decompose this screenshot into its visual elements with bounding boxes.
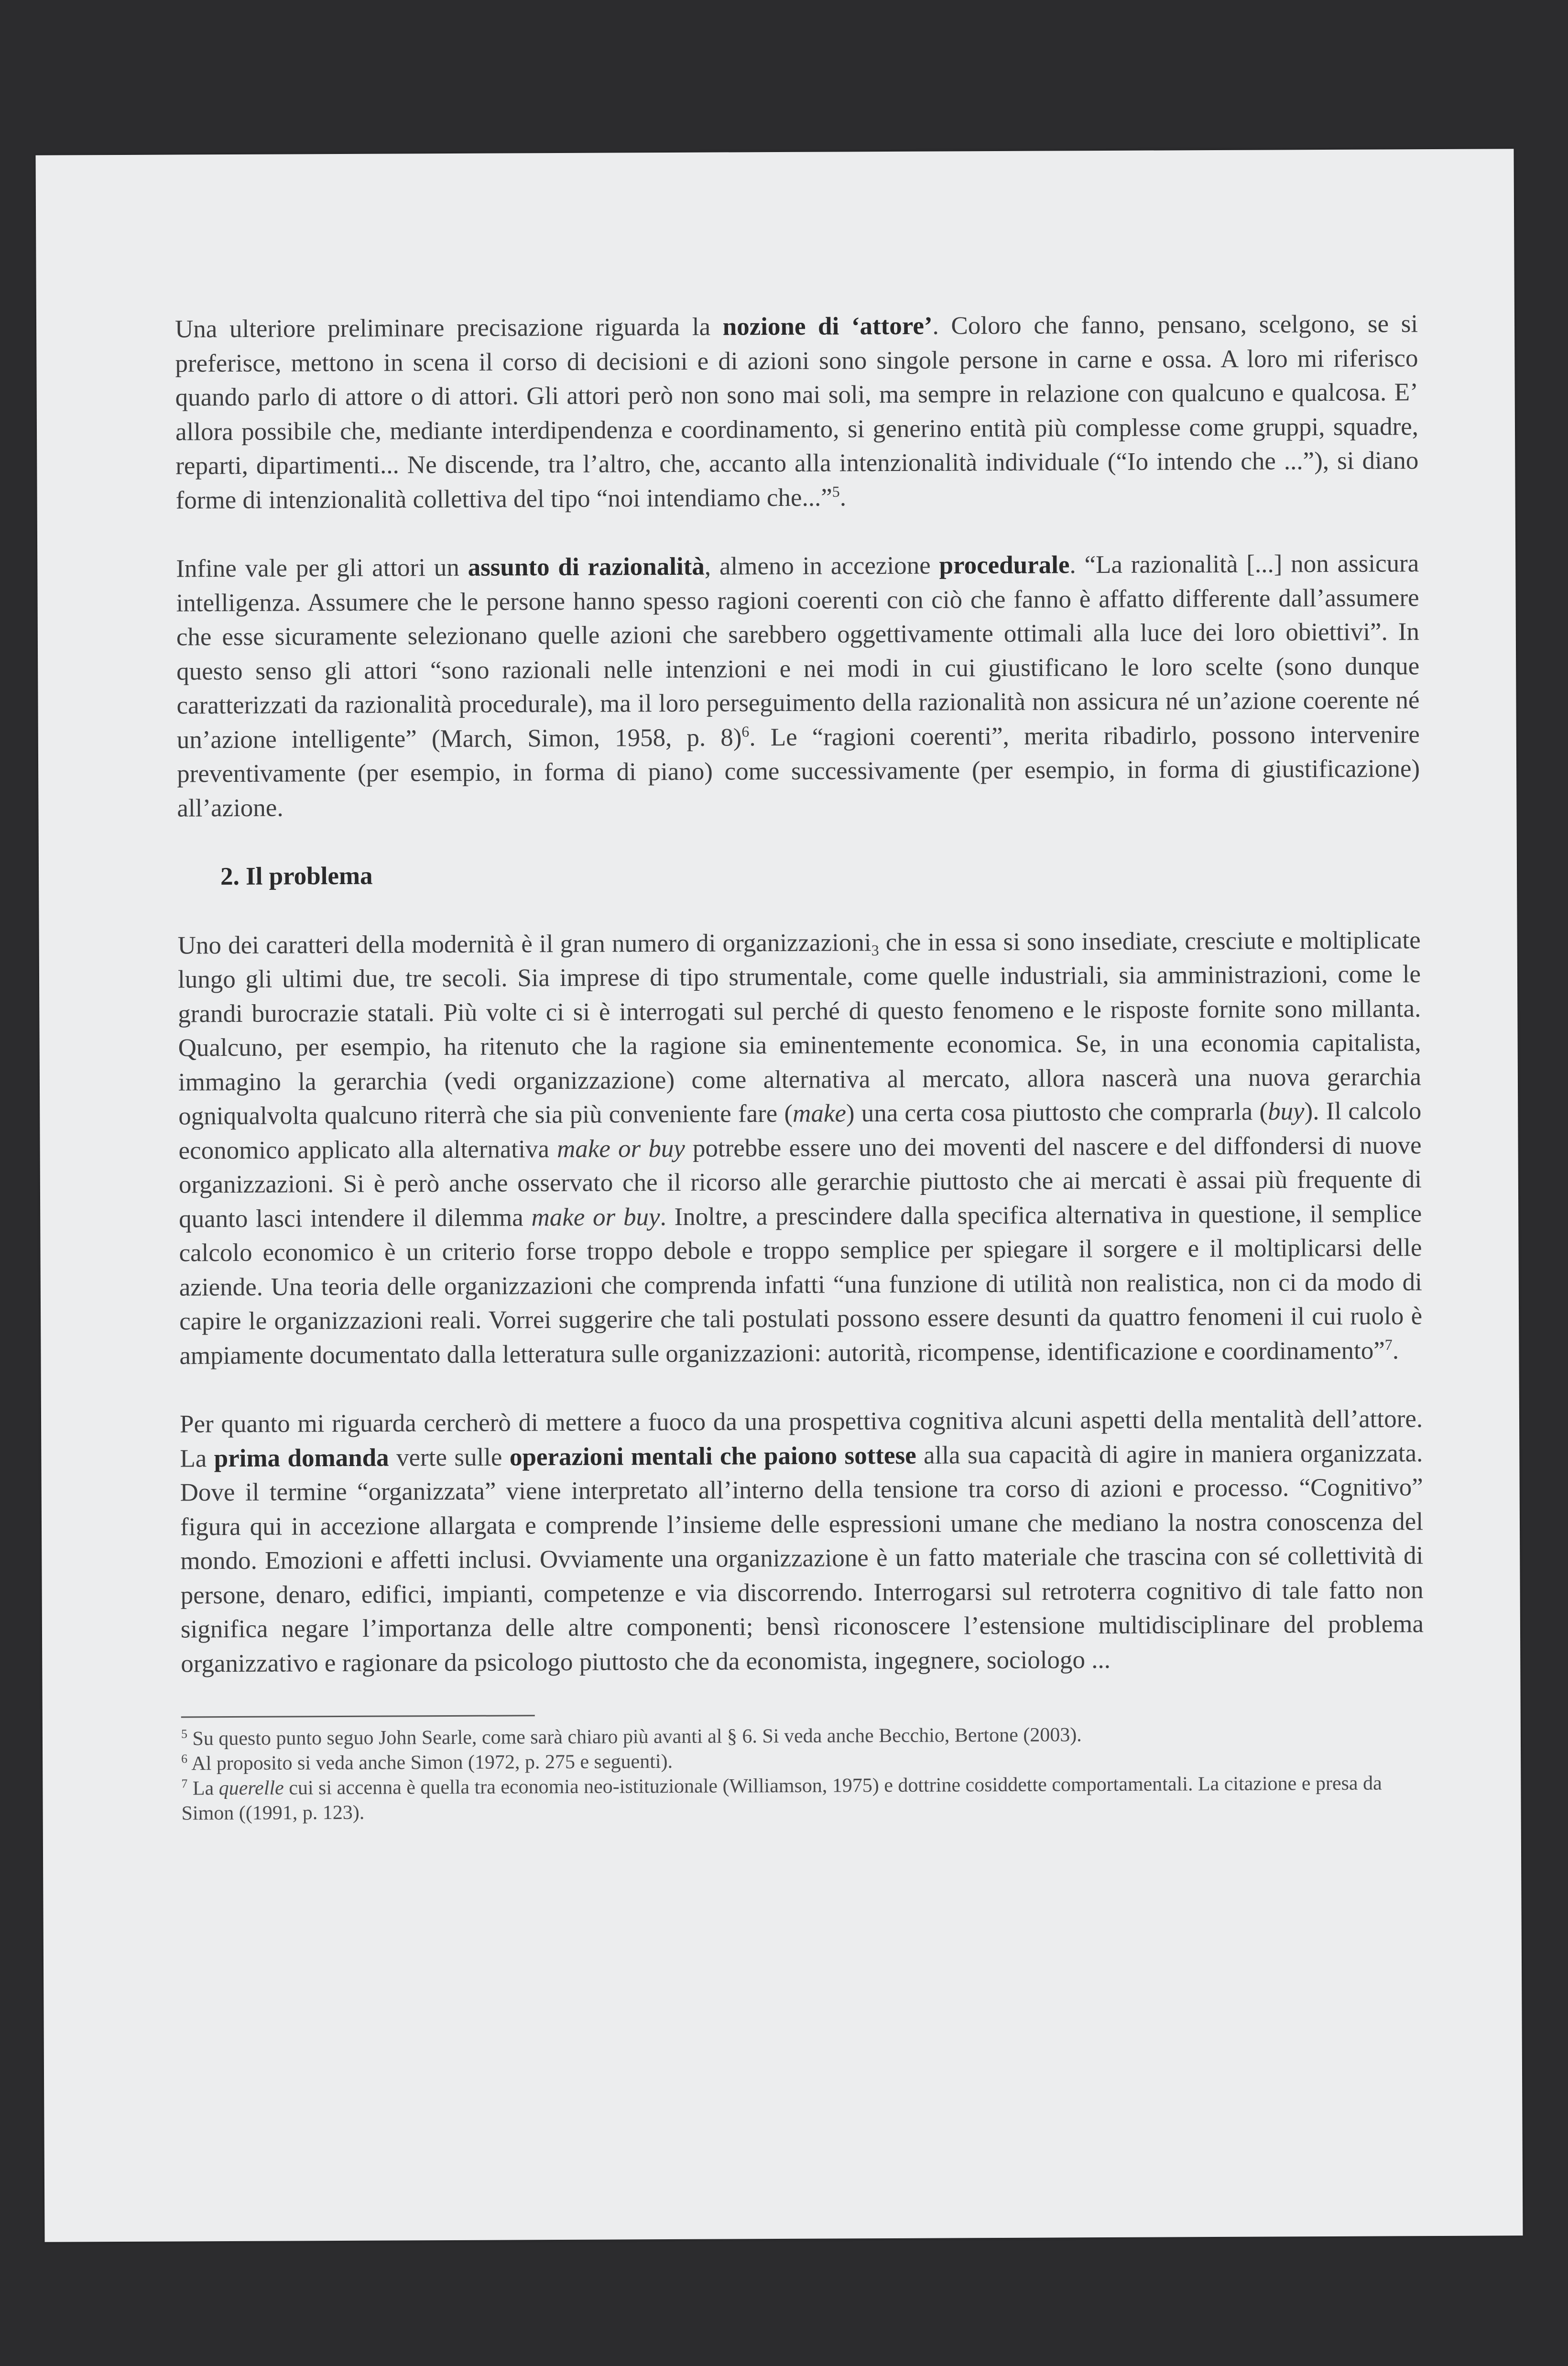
bold-term: prima domanda	[214, 1444, 389, 1472]
footnote-5: $^5$ Su questo punto seguo John Searle, come sarà chiaro più avanti al § 6. Si veda anche Becchio, Bertone (2003).	[181, 1724, 1082, 1750]
footnote-ref-6: 6	[741, 723, 750, 740]
paper-sheet	[35, 149, 1523, 2242]
paragraph-actor: Una ulteriore preliminare precisazione riguarda la nozione di ‘attore’. Coloro che fanno, pensano, scelgono, se si preferisce, mettono in scena il corso di decisioni e di azioni sono singole persone in carne e ossa. A loro mi riferisco quando parlo di attore o di attori. Gli attori però non sono mai soli, ma sempre in relazione con qualcuno e qualcosa. E’ allora possibile che, mediante interdipendenza e coordinamento, si generino entità più complesse come gruppi, squadre, reparti, dipartimenti... Ne discende, tra l’altro, che, accanto alla intenzionalità individuale (“Io intendo che ...”), si diano forme di intenzionalità collettiva del tipo “noi intendiamo che...”$^5$.	[174, 310, 1419, 514]
subscript-mark: 3	[871, 941, 879, 959]
footnote-ref-5: 5	[832, 482, 840, 500]
bold-term: procedurale	[939, 551, 1070, 580]
bold-term: assunto di razionalità	[468, 552, 705, 581]
footnote-7: $^7$ La querelle cui si accenna è quella tra economia neo-istituzionale (Williamson, 1975) e dottrine cosiddette comportamentali. La citazione e presa da Simon ((1991, p. 123).	[181, 1772, 1382, 1825]
footnote-ref-7: 7	[1384, 1336, 1393, 1353]
document-body	[175, 307, 1425, 1826]
footnotes	[181, 1721, 1425, 1826]
paragraph-cognitive: Per quanto mi riguarda cercherò di mettere a fuoco da una prospettiva cognitiva alcuni aspetti della mentalità dell’attore. La prima domanda verte sulle operazioni mentali che paiono sottese alla sua capacità di agire in maniera organizzata. Dove il termine “organizzata” viene interpretato all’interno della tensione tra corso di azioni e processo. “Cognitivo” figura qui in accezione allargata e comprende l’insieme delle espressioni umane che mediano la nostra conoscenza del mondo. Emozioni e affetti inclusi. Ovviamente una organizzazione è un fatto materiale che trascina con sé collettività di persone, denaro, edifici, impianti, competenze e via discorrendo. Interrogarsi sul retroterra cognitivo di tale fatto non significa negare l’importanza delle altre componenti; bensì riconoscere l’estensione multidisciplinare del problema organizzativo e ragionare da psicologo piuttosto che da economista, ingegnere, sociologo ...	[179, 1405, 1424, 1677]
section-heading: 2. Il problema	[220, 862, 373, 891]
footnote-divider	[181, 1715, 535, 1718]
bold-term: operazioni mentali che paiono sottese	[509, 1441, 916, 1471]
paragraph-problem: Uno dei caratteri della modernità è il gran numero di organizzazioni$_3$ che in essa si sono insediate, cresciute e moltiplicate lungo gli ultimi due, tre secoli. Sia imprese di tipo strumentale, come quelle industriali, sia amministrazioni, come le grandi burocrazie statali. Più volte ci si è interrogati sul perché di questo fenomeno e le risposte fornite sono millanta. Qualcuno, per esempio, ha ritenuto che la ragione sia eminentemente economica. Se, in una economia capitalista, immagino la gerarchia (vedi organizzazione) come alternativa al mercato, allora nascerà una nuova gerarchia ogniqualvolta qualcuno riterrà che sia più conveniente fare (make) una certa cosa piuttosto che comprarla (buy). Il calcolo economico applicato alla alternativa make or buy potrebbe essere uno dei moventi del nascere e del diffondersi di nuove organizzazioni. Si è però anche osservato che il ricorso alle gerarchie piuttosto che ai mercati è assai più frequente di quanto lasci intendere il dilemma make or buy. Inoltre, a prescindere dalla specifica alternativa in questione, il semplice calcolo economico è un criterio forse troppo debole e troppo semplice per spiegare il sorgere e il moltiplicarsi delle aziende. Una teoria delle organizzazioni che comprenda infatti “una funzione di utilità non realistica, non ci da modo di capire le organizzazioni reali. Vorrei suggerire che tali postulati possono essere desunti da quattro fenomeni il cui ruolo è ampiamente documentato dalla letteratura sulle organizzazioni: autorità, ricompense, identificazione e coordinamento”$^7$.	[177, 926, 1423, 1369]
footnote-6: $^6$ Al proposito si veda anche Simon (1972, p. 275 e seguenti).	[181, 1750, 673, 1775]
bold-term: nozione di ‘attore’	[722, 312, 933, 341]
paragraph-rationality: Infine vale per gli attori un assunto di razionalità, almeno in accezione procedurale. “La razionalità [...] non assicura intelligenza. Assumere che le persone hanno spesso ragioni coerenti con ciò che fanno è affatto differente dall’assumere che esse sicuramente selezionano quelle azioni che sarebbero oggettivamente ottimali alla luce dei loro obiettivi”. In questo senso gli attori “sono razionali nelle intenzioni e nei modi in cui giustificano le loro scelte (sono dunque caratterizzati da razionalità procedurale), ma il loro perseguimento della razionalità non assicura né un’azione coerente né un’azione intelligente” (March, Simon, 1958, p. 8)$^6$. Le “ragioni coerenti”, merita ribadirlo, possono intervenire preventivamente (per esempio, in forma di piano) come successivamente (per esempio, in forma di giustificazione) all’azione.	[176, 549, 1420, 822]
